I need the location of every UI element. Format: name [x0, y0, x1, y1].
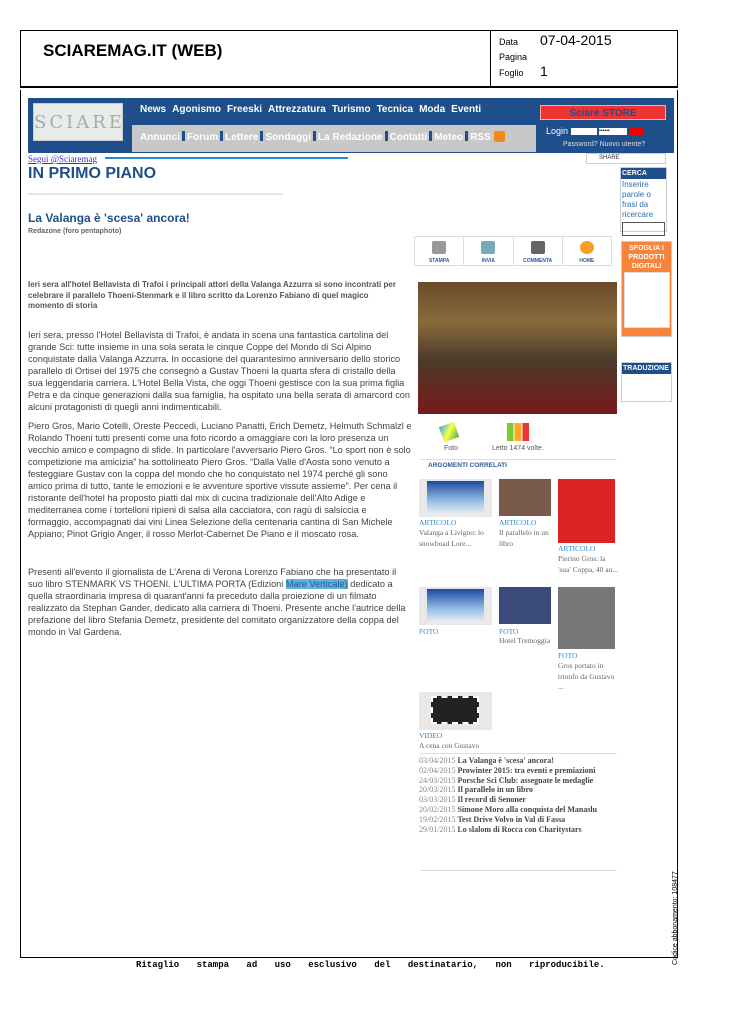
nav-contatti[interactable]: Contatti: [389, 132, 428, 143]
comment-button[interactable]: [514, 237, 563, 265]
related-thumb[interactable]: [499, 587, 551, 624]
related-thumb[interactable]: [419, 692, 492, 730]
news-item[interactable]: [419, 825, 619, 835]
search-box: [620, 167, 667, 232]
news-item[interactable]: [419, 785, 619, 795]
related-caption[interactable]: Pierino Gros: la 'sua' Coppa, 40 an...: [558, 554, 618, 574]
search-input[interactable]: [622, 222, 665, 236]
share-label: SHARE: [599, 155, 620, 161]
publisher-link[interactable]: Mare Verticale): [285, 579, 348, 589]
related-category[interactable]: ARTICOLO: [558, 544, 596, 553]
news-item[interactable]: [419, 795, 619, 805]
data-label: Data: [499, 37, 519, 47]
comment-icon: [531, 241, 545, 254]
related-thumb[interactable]: [419, 587, 492, 625]
foglio-value: 1: [540, 63, 548, 79]
section-title: IN PRIMO PIANO: [28, 165, 157, 182]
nav-sondaggi[interactable]: Sondaggi: [265, 132, 312, 143]
read-count: Letto 1474 volte.: [492, 445, 544, 452]
related-caption[interactable]: Il parallelo in un libro: [499, 528, 549, 548]
related-category[interactable]: ARTICOLO: [499, 518, 537, 527]
clipping-footer: Ritaglio stampa ad uso esclusivo del destinatario, non riproducibile.: [136, 960, 605, 970]
nav-moda[interactable]: Moda: [419, 104, 446, 115]
send-label: INVIA: [481, 258, 496, 264]
article-toolbar: [414, 236, 612, 266]
password-input[interactable]: ••••••: [599, 128, 627, 135]
article-byline: Redazone (foro pentaphoto): [28, 228, 122, 235]
related-category[interactable]: FOTO: [558, 651, 578, 660]
comment-label: COMMENTA: [523, 258, 553, 264]
news-date: 19/02/2015: [419, 814, 456, 824]
related-caption[interactable]: Hotel Tremoggia: [499, 636, 551, 645]
store-banner[interactable]: Sciare STORE: [540, 105, 666, 120]
related-topics-title: ARGOMENTI CORRELATI: [428, 462, 507, 469]
divider: [105, 157, 348, 159]
magazine-cover: [624, 272, 670, 328]
rss-icon[interactable]: [494, 131, 505, 142]
stats-chart-icon: [507, 423, 529, 441]
home-icon: [580, 241, 594, 254]
nav-attrezzatura[interactable]: Attrezzatura: [268, 104, 326, 115]
news-date: 03/03/2015: [419, 795, 456, 805]
news-title[interactable]: Prowinter 2015: tra eventi e premiazioni: [457, 765, 596, 775]
nav-annunci[interactable]: Annunci: [140, 132, 180, 143]
data-value: 07-04-2015: [540, 32, 612, 48]
secondary-nav: [140, 131, 505, 143]
news-item[interactable]: [419, 776, 619, 786]
twitter-follow-link[interactable]: Segui @Sciaremag: [28, 154, 98, 164]
digital-products-title: SFOGLIA I PRODOTTI DIGITALI: [628, 245, 665, 270]
pagina-label: Pagina: [499, 52, 528, 62]
news-date: 20/03/2015: [419, 785, 456, 795]
related-category[interactable]: ARTICOLO: [419, 518, 457, 527]
related-thumb[interactable]: [558, 479, 615, 543]
nav-redazione[interactable]: La Redazione: [318, 132, 383, 143]
home-button[interactable]: [563, 237, 611, 265]
subscription-code: Codice abbonamento: 108477: [672, 871, 679, 965]
print-label: STAMPA: [428, 258, 450, 264]
news-item[interactable]: [419, 805, 619, 815]
news-title[interactable]: Lo slalom di Rocca con Charitystars: [457, 824, 582, 834]
send-icon: [481, 241, 495, 254]
login-submit-button[interactable]: [630, 128, 644, 135]
digital-products-banner[interactable]: [621, 241, 672, 337]
translation-title: TRADUZIONE: [622, 363, 671, 374]
divider: [28, 193, 283, 195]
site-logo[interactable]: SCIARE: [33, 103, 123, 141]
article-photo[interactable]: [418, 282, 617, 414]
source-title: SCIAREMAG.IT (WEB): [43, 41, 223, 60]
nav-turismo[interactable]: Turismo: [331, 104, 371, 115]
news-date: 03/04/2015: [419, 756, 456, 765]
news-title[interactable]: Il record di Senoner: [457, 795, 526, 805]
related-caption[interactable]: A cena con Gustavo: [419, 741, 480, 750]
login-form: [546, 126, 644, 136]
nav-agonismo[interactable]: Agonismo: [172, 104, 222, 115]
username-input[interactable]: [571, 128, 597, 135]
translation-box: [621, 362, 672, 402]
password-links[interactable]: Password? Nuovo utente?: [563, 141, 646, 148]
nav-lettere[interactable]: Lettere: [225, 132, 259, 143]
related-thumb[interactable]: [419, 479, 492, 517]
primary-nav: [140, 104, 487, 115]
related-caption[interactable]: Valanga a Livigno: lo snowboad Lore...: [419, 528, 484, 548]
related-thumb[interactable]: [499, 479, 551, 516]
nav-rss[interactable]: RSS: [470, 132, 491, 143]
share-button[interactable]: [586, 153, 666, 164]
text: Presenti all'evento il giornalista de L'Arena di Verona Lorenzo Fabiano che ha presentato il suo libro STENMARK VS THOENI. L'ULTIMA PORTA (Edizioni: [28, 567, 397, 589]
article-lead: Ieri sera all'hotel Bellavista di Trafoi i principali attori della Valanga Azzurra si sono incontrati per celebrare il parallelo Thoeni-Stenmark e il libro scritto da Lorenzo Fabiano di quel magico momento di storia: [28, 280, 396, 310]
send-button[interactable]: [464, 237, 513, 265]
news-title[interactable]: Porsche Sci Club: assegnate le medaglie: [457, 775, 594, 785]
news-list: [419, 756, 619, 834]
print-icon: [432, 241, 446, 254]
nav-meteo[interactable]: Meteo: [434, 132, 464, 143]
divider: [420, 753, 617, 754]
print-button[interactable]: [415, 237, 464, 265]
nav-news[interactable]: News: [140, 104, 167, 115]
news-item[interactable]: [419, 756, 619, 766]
article-paragraph: Ieri sera, presso l'Hotel Bellavista di Trafoi, è andata in scena una fantastica cartolina del grande Sci: tutte insieme in una sola serata le cinque Coppe del Mondo di Sci Alpino conquistate dalla Valanga Azzurra. In occasione del quarantesimo anniversario dello storico parallelo di Ortisei del 1975 che consegnò a Gustav Thoeni la quarta sfera di cristallo della sua leggendaria carriera. L'Hotel Bella Vista, che oggi Thoeni gestisce con la sua prima figlia Petra e da cinque generazioni dalla sua famiglia, ha ospitato una bella serata di amarcord con alcuni protagonisti di quegli anni indimenticabili.: [28, 330, 411, 412]
news-date: 20/02/2015: [419, 804, 456, 814]
foglio-label: Foglio: [499, 68, 524, 78]
divider: [420, 459, 617, 460]
related-caption[interactable]: Gros portato in trionfo da Gustavo ...: [558, 661, 615, 691]
login-label: Login: [546, 126, 569, 136]
news-item[interactable]: [419, 766, 619, 776]
news-date: 29/01/2015: [419, 824, 456, 834]
article-title: La Valanga è 'scesa' ancora!: [28, 211, 190, 225]
related-category[interactable]: VIDEO: [419, 731, 443, 740]
news-title[interactable]: Simone Moro alla conquista del Manaslu: [457, 804, 598, 814]
nav-forum[interactable]: Forum: [187, 132, 219, 143]
news-title[interactable]: La Valanga è 'scesa' ancora!: [457, 756, 554, 765]
article-paragraph: [28, 566, 412, 638]
related-category[interactable]: FOTO: [499, 627, 519, 636]
news-title[interactable]: Il parallelo in un libro: [457, 785, 533, 795]
film-icon: [431, 696, 479, 724]
related-thumb[interactable]: [558, 587, 615, 649]
search-hint: Inserire parole o frasi da ricercare: [622, 180, 654, 219]
news-title[interactable]: Test Drive Volvo in Val di Fassa: [457, 814, 566, 824]
article-paragraph: Piero Gros, Mario Cotelli, Oreste Peccedi, Luciano Panatti, Erich Demetz, Helmuth Schmalzl e Rolando Thoeni tutti presenti come una foto ricordo a omaggiare con la loro presenza un vecchio amico e compagno di sfide. In particolare l'avversario Piero Gros. “Lo sport non è solo competizione ma amicizia” ha sottolineato Piero Gros. “Dalla Valle d'Aosta sono venuto a festeggiare Gustav con la coppa del mondo che ho conquistato nel 1974 perché gli sono amico prima di tutto, tante le emozioni e le avventure sportive vissute assieme”. Per cena il ristorante dell'hotel ha proposto piatti dal mix di cucina tradizionale dell'Alto Adige e mediterranea come i tortelloni ripieni di salsa alla cacciatora, con ragù di salsiccia e formaggio, accompagnati dai vini Linea Selezione della centenaria cantina di San Michele Appiano; Pinot Grigio Anger, il rosso Merlot-Cabernet De Piano e il moscato rosa.: [28, 421, 412, 539]
home-label: HOME: [579, 258, 595, 264]
nav-freeski[interactable]: Freeski: [227, 104, 263, 115]
divider: [420, 870, 617, 871]
news-item[interactable]: [419, 815, 619, 825]
photo-label[interactable]: Foto: [444, 445, 459, 452]
clipping-meta: [490, 30, 678, 88]
related-category[interactable]: FOTO: [419, 627, 439, 636]
news-date: 24/03/2015: [419, 775, 456, 785]
text: dedicato a quella straordinaria impresa di quarant'anni fa preceduto dalla proiezione di un filmato realizzato da Stephan Gander, dedicato alla carriera di Thoeni. Presente anche l'autrice della prefazione del libro Stefania Demetz, presidente del comitato organizzatore della coppa del mondo in Val Gardena.: [28, 579, 406, 637]
nav-tecnica[interactable]: Tecnica: [376, 104, 414, 115]
nav-eventi[interactable]: Eventi: [451, 104, 482, 115]
search-title: CERCA: [621, 168, 666, 179]
news-date: 02/04/2015: [419, 765, 456, 775]
